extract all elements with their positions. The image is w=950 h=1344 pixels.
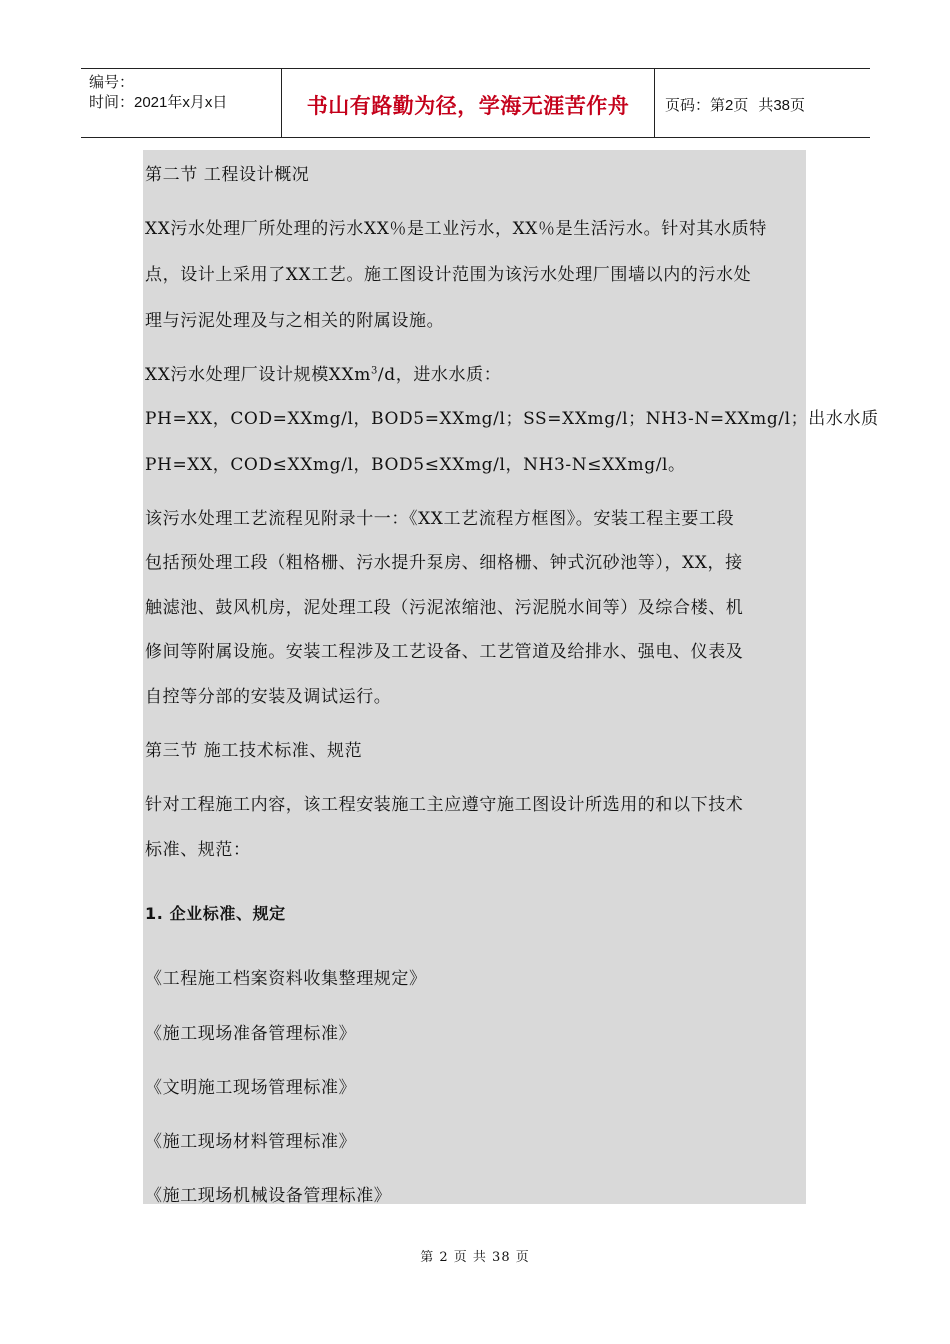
paragraph-line: 理与污泥处理及与之相关的附属设施。 <box>145 311 445 331</box>
header-page-total: 共38页 <box>758 96 806 114</box>
section-heading: 第三节 施工技术标准、规范 <box>145 741 363 761</box>
document-number-label: 编号： <box>89 74 135 91</box>
paragraph-line: PH=XX，COD≤XXmg/l，BOD5≤XXmg/l，NH3-N≤XXmg/l。 <box>145 455 686 475</box>
document-body <box>143 150 879 1206</box>
design-scale-text: XX污水处理厂设计规模XXm <box>145 365 371 385</box>
standard-item: 《施工现场材料管理标准》 <box>145 1132 357 1152</box>
paragraph-line: 包括预处理工段（粗格栅、污水提升泵房、细格栅、钟式沉砂池等），XX，接 <box>145 553 743 573</box>
paragraph-line <box>145 360 501 385</box>
paragraph-line: 针对工程施工内容，该工程安装施工主应遵守施工图设计所选用的和以下技术 <box>145 795 744 815</box>
design-scale-tail: /d，进水水质： <box>377 365 502 385</box>
paragraph-line: 该污水处理工艺流程见附录十一：《XX工艺流程方框图》。安装工程主要工段 <box>145 509 735 529</box>
header-motto: 书山有路勤为径，学海无涯苦作舟 <box>306 94 630 118</box>
subheading: 1. 企业标准、规定 <box>145 904 286 923</box>
paragraph-line: 自控等分部的安装及调试运行。 <box>145 687 392 707</box>
paragraph-line: PH=XX，COD=XXmg/l，BOD5=XXmg/l；SS=XXmg/l；NH3-N=XXmg/l；出水水质 <box>145 409 879 429</box>
standard-item: 《施工现场机械设备管理标准》 <box>145 1186 392 1206</box>
page-header <box>81 68 870 138</box>
paragraph-line: 点，设计上采用了XX工艺。施工图设计范围为该污水处理厂围墙以内的污水处 <box>145 265 752 285</box>
header-page-cell <box>655 69 870 137</box>
paragraph-line: 标准、规范： <box>145 840 251 860</box>
header-motto-cell <box>282 69 655 137</box>
standard-item: 《施工现场准备管理标准》 <box>145 1024 357 1044</box>
standard-item: 《工程施工档案资料收集整理规定》 <box>145 969 427 989</box>
header-page-number: 页码：第2页 <box>665 96 749 114</box>
paragraph-line: 触滤池、鼓风机房，泥处理工段（污泥浓缩池、污泥脱水间等）及综合楼、机 <box>145 598 744 618</box>
header-meta-cell <box>81 69 282 137</box>
document-time-label: 时间：2021年x月x日 <box>89 94 228 111</box>
superscript: 3 <box>370 365 378 377</box>
paragraph-line: XX污水处理厂所处理的污水XX％是工业污水，XX％是生活污水。针对其水质特 <box>145 219 767 239</box>
paragraph-line: 修间等附属设施。安装工程涉及工艺设备、工艺管道及给排水、强电、仪表及 <box>145 642 744 662</box>
page-footer: 第 2 页 共 38 页 <box>420 1250 530 1265</box>
section-heading: 第二节 工程设计概况 <box>145 165 310 185</box>
standard-item: 《文明施工现场管理标准》 <box>145 1078 357 1098</box>
